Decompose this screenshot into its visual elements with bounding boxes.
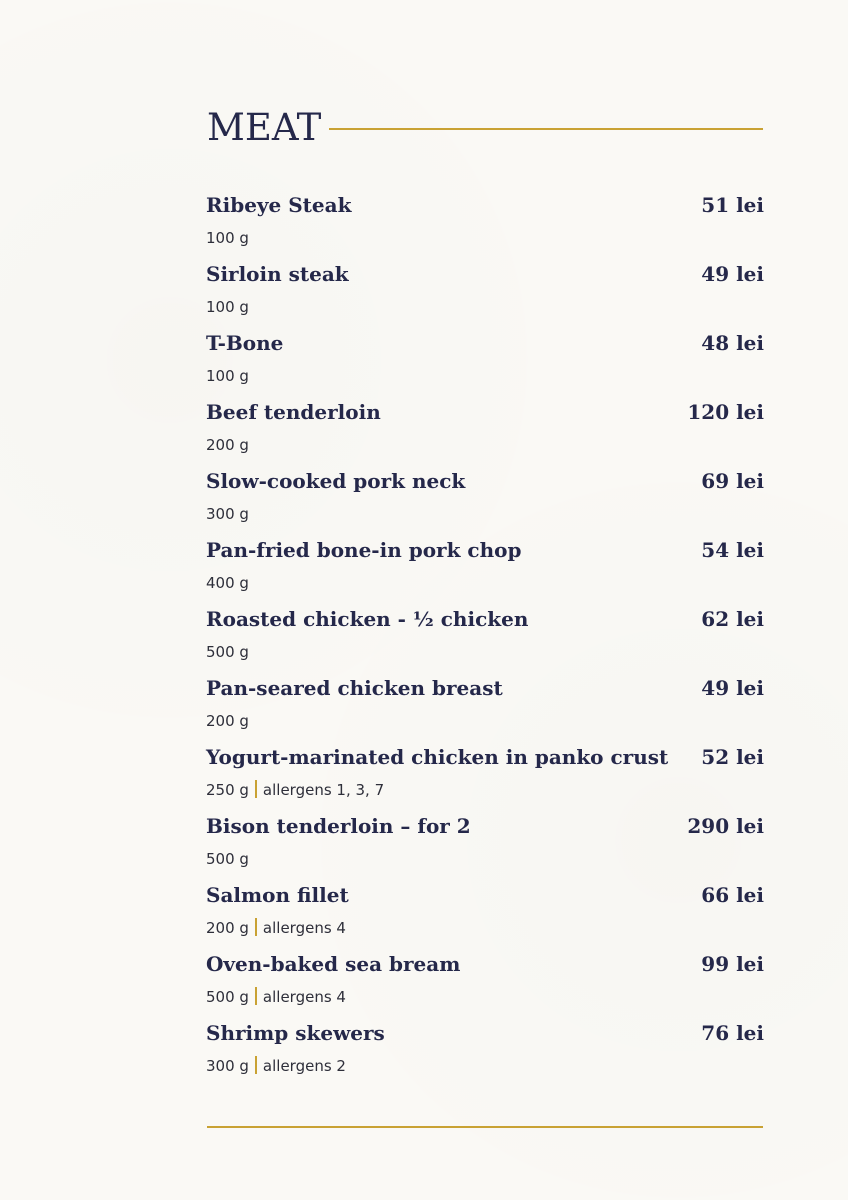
menu-item-row <box>206 398 764 428</box>
menu-item-row <box>206 467 764 497</box>
item-name: Slow-cooked pork neck <box>206 469 466 493</box>
item-name: Beef tenderloin <box>206 400 381 424</box>
menu-item-row <box>206 329 764 359</box>
menu-item <box>206 398 764 467</box>
item-price: 49 lei <box>701 676 764 700</box>
item-price: 48 lei <box>701 331 764 355</box>
item-price: 51 lei <box>701 193 764 217</box>
item-meta <box>206 711 764 731</box>
item-meta <box>206 504 764 524</box>
item-price: 66 lei <box>701 883 764 907</box>
item-allergens: allergens 2 <box>262 1057 346 1075</box>
item-meta <box>206 987 764 1007</box>
section-title: MEAT <box>207 106 322 149</box>
item-name: Roasted chicken - ½ chicken <box>206 607 529 631</box>
item-allergens: allergens 1, 3, 7 <box>262 781 385 799</box>
bottom-divider <box>207 1126 763 1128</box>
menu-item-row <box>206 881 764 911</box>
item-meta <box>206 642 764 662</box>
item-meta <box>206 573 764 593</box>
item-meta <box>206 780 764 800</box>
item-price: 120 lei <box>687 400 764 424</box>
menu-item <box>206 260 764 329</box>
item-name: T-Bone <box>206 331 284 355</box>
menu-item-row <box>206 950 764 980</box>
menu-item <box>206 536 764 605</box>
menu-item-row <box>206 1019 764 1049</box>
item-price: 99 lei <box>701 952 764 976</box>
item-price: 54 lei <box>701 538 764 562</box>
menu-item-row <box>206 536 764 566</box>
section-heading <box>207 104 763 152</box>
item-weight: 200 g <box>206 712 249 730</box>
menu-item <box>206 950 764 1019</box>
item-name: Sirloin steak <box>206 262 349 286</box>
menu-item-row <box>206 605 764 635</box>
item-weight: 400 g <box>206 574 249 592</box>
meta-separator <box>255 1056 257 1074</box>
item-weight: 500 g <box>206 988 249 1006</box>
menu-item <box>206 329 764 398</box>
item-meta <box>206 1056 764 1076</box>
item-weight: 500 g <box>206 850 249 868</box>
item-meta <box>206 918 764 938</box>
item-price: 290 lei <box>687 814 764 838</box>
item-name: Pan-seared chicken breast <box>206 676 503 700</box>
item-price: 62 lei <box>701 607 764 631</box>
item-price: 52 lei <box>701 745 764 769</box>
menu-list <box>206 191 764 1088</box>
item-price: 76 lei <box>701 1021 764 1045</box>
item-name: Salmon fillet <box>206 883 349 907</box>
item-allergens: allergens 4 <box>262 988 346 1006</box>
item-allergens: allergens 4 <box>262 919 346 937</box>
menu-item-row <box>206 743 764 773</box>
item-weight: 100 g <box>206 367 249 385</box>
meta-separator <box>255 987 257 1005</box>
item-weight: 100 g <box>206 298 249 316</box>
menu-item <box>206 812 764 881</box>
item-weight: 200 g <box>206 436 249 454</box>
menu-item <box>206 467 764 536</box>
meta-separator <box>255 780 257 798</box>
item-price: 69 lei <box>701 469 764 493</box>
item-price: 49 lei <box>701 262 764 286</box>
item-meta <box>206 297 764 317</box>
item-weight: 500 g <box>206 643 249 661</box>
menu-item-row <box>206 260 764 290</box>
item-name: Pan-fried bone-in pork chop <box>206 538 522 562</box>
item-name: Shrimp skewers <box>206 1021 385 1045</box>
menu-item <box>206 674 764 743</box>
item-weight: 200 g <box>206 919 249 937</box>
item-name: Yogurt-marinated chicken in panko crust <box>206 745 669 769</box>
menu-item <box>206 1019 764 1088</box>
menu-item <box>206 605 764 674</box>
item-meta <box>206 849 764 869</box>
item-weight: 100 g <box>206 229 249 247</box>
menu-item <box>206 743 764 812</box>
menu-item <box>206 881 764 950</box>
menu-item-row <box>206 812 764 842</box>
item-meta <box>206 228 764 248</box>
menu-item-row <box>206 674 764 704</box>
meta-separator <box>255 918 257 936</box>
item-meta <box>206 435 764 455</box>
item-name: Ribeye Steak <box>206 193 352 217</box>
item-weight: 250 g <box>206 781 249 799</box>
item-weight: 300 g <box>206 1057 249 1075</box>
item-weight: 300 g <box>206 505 249 523</box>
item-name: Oven-baked sea bream <box>206 952 461 976</box>
item-meta <box>206 366 764 386</box>
item-name: Bison tenderloin – for 2 <box>206 814 471 838</box>
menu-item-row <box>206 191 764 221</box>
menu-item <box>206 191 764 260</box>
heading-divider <box>329 128 763 130</box>
